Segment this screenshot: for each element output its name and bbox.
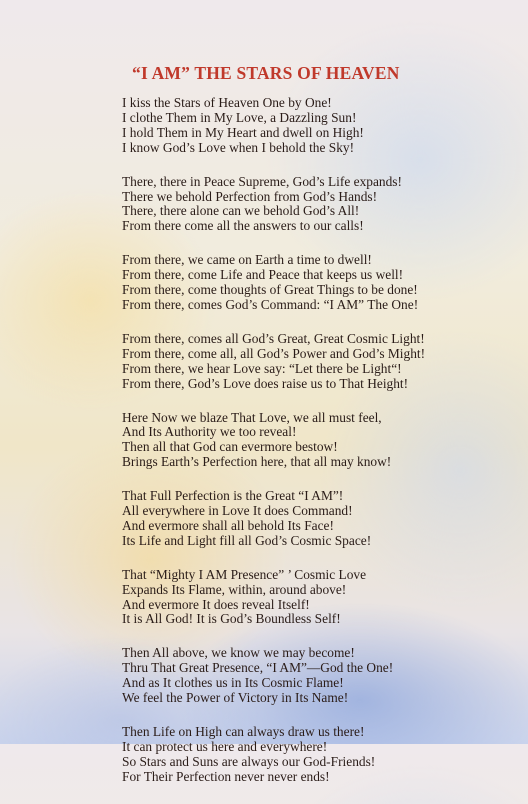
poem-line: From there, come thoughts of Great Things to be done!	[122, 282, 418, 298]
poem-line: Brings Earth’s Perfection here, that all may know!	[122, 454, 392, 470]
stanza	[122, 568, 502, 628]
poem-line: Expands Its Flame, within, around above!	[122, 581, 347, 597]
stanza	[122, 175, 502, 235]
poem-line: From there, comes all God’s Great, Great Cosmic Light!	[122, 330, 425, 346]
poem-line: From there, we came on Earth a time to dwell!	[122, 252, 372, 268]
poem-line: It is All God! It is God’s Boundless Self!	[122, 611, 341, 627]
poem-line: From there, come all, all God’s Power and God’s Might!	[122, 345, 426, 361]
poem-line: From there, come Life and Peace that keeps us well!	[122, 267, 404, 283]
poem-line: That “Mighty I AM Presence” ’ Cosmic Love	[122, 566, 367, 582]
poem-line: For Their Perfection never never ends!	[122, 768, 330, 784]
poem	[122, 63, 502, 804]
stanza	[122, 489, 502, 549]
poem-line: There we behold Perfection from God’s Hands!	[122, 188, 378, 204]
poem-line: There, there in Peace Supreme, God’s Life expands!	[122, 173, 402, 189]
poem-line: From there come all the answers to our calls!	[122, 218, 364, 234]
stanza	[122, 332, 502, 392]
poem-line: And as It clothes us in Its Cosmic Flame!	[122, 675, 344, 691]
poem-line: And evermore It does reveal Itself!	[122, 596, 310, 612]
stanza	[122, 646, 502, 706]
poem-line: It can protect us here and everywhere!	[122, 738, 328, 754]
poem-line: And evermore shall all behold Its Face!	[122, 517, 334, 533]
poem-body	[122, 96, 502, 785]
poem-line: I clothe Them in My Love, a Dazzling Sun!	[122, 109, 357, 125]
poem-line: Then All above, we know we may become!	[122, 645, 355, 661]
poem-title: “I AM” THE STARS OF HEAVEN	[132, 63, 400, 83]
stanza	[122, 96, 502, 156]
poem-line: That Full Perfection is the Great “I AM”!	[122, 488, 344, 504]
poem-line: All everywhere in Love It does Command!	[122, 503, 353, 519]
poem-line: From there, we hear Love say: “Let there be Light“!	[122, 360, 402, 376]
poem-line: I hold Them in My Heart and dwell on High!	[122, 124, 364, 140]
poem-line: From there, God’s Love does raise us to That Height!	[122, 375, 409, 391]
poem-line: Thru That Great Presence, “I AM”—God the One!	[122, 660, 394, 676]
poem-line: I kiss the Stars of Heaven One by One!	[122, 95, 332, 110]
poem-line: From there, comes God’s Command: “I AM” The One!	[122, 296, 419, 312]
poem-line: Here Now we blaze That Love, we all must feel,	[122, 409, 382, 425]
poem-line: I know God’s Love when I behold the Sky!	[122, 139, 355, 155]
poem-line: We feel the Power of Victory in Its Name!	[122, 690, 349, 706]
stanza	[122, 253, 502, 313]
stanza	[122, 725, 502, 785]
stanza	[122, 411, 502, 471]
poem-line: And Its Authority we too reveal!	[122, 424, 297, 440]
poem-line: Then all that God can evermore bestow!	[122, 439, 338, 455]
poem-line: Its Life and Light fill all God’s Cosmic Space!	[122, 532, 372, 548]
poem-line: Then Life on High can always draw us there!	[122, 724, 365, 739]
poem-line: So Stars and Suns are always our God-Friends!	[122, 753, 376, 769]
poem-line: There, there alone can we behold God’s All!	[122, 203, 360, 219]
